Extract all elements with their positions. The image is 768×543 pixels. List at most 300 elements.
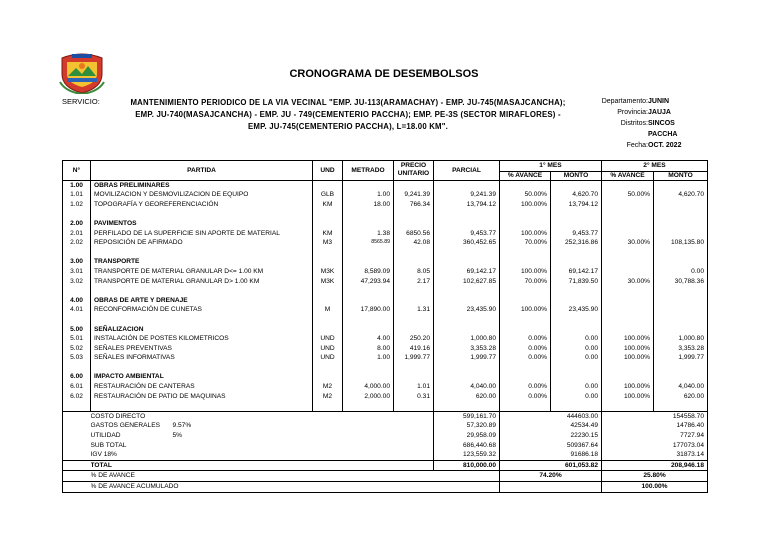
group-cell (394, 296, 434, 306)
table-cell (602, 305, 654, 315)
table-row (63, 305, 708, 315)
table-cell: 4,000.00 (343, 382, 394, 392)
table-row (63, 190, 708, 200)
table-cell: 1.01 (63, 190, 91, 200)
summary-label-cell (91, 431, 394, 441)
table-cell: 1,999.77 (434, 353, 500, 363)
empty-cell (313, 401, 343, 411)
table-cell: 30.00% (602, 277, 654, 287)
group-cell: OBRAS PRELIMINARES (91, 180, 313, 190)
empty-cell (500, 460, 551, 471)
group-cell (500, 296, 551, 306)
group-cell (394, 372, 434, 382)
table-cell: 0.00% (500, 334, 551, 344)
empty-cell (551, 286, 602, 296)
table-cell: 0.00% (500, 392, 551, 402)
table-cell: 620.00 (434, 392, 500, 402)
empty-cell (63, 286, 91, 296)
empty-cell (434, 286, 500, 296)
summary-row (63, 441, 708, 451)
summary-label: GASTOS GENERALES (90, 422, 161, 430)
servicio-line: MANTENIMIENTO PERIODICO DE LA VIA VECINAL "EMP. JU-113(ARAMACHAY) - EMP. JU-745(MASAJCANCHA); (130, 98, 566, 107)
table-cell: 100.00% (602, 344, 654, 354)
table-cell: 8.00 (343, 344, 394, 354)
table-row (63, 238, 708, 248)
empty-cell (343, 209, 394, 219)
empty-cell (602, 460, 654, 471)
table-cell: 0.31 (394, 392, 434, 402)
empty-cell (343, 286, 394, 296)
table-row (63, 344, 708, 354)
table-cell: 13,794.12 (551, 200, 602, 210)
empty-cell (394, 401, 434, 411)
empty-cell (394, 411, 434, 421)
table-cell: 17,890.00 (343, 305, 394, 315)
group-cell (551, 257, 602, 267)
table-cell: 69,142.17 (551, 267, 602, 277)
summary-mes-2: 7727.94 (654, 431, 708, 441)
table-cell: 100.00% (602, 334, 654, 344)
summary-mes-1: 22230.15 (551, 431, 602, 441)
group-cell (434, 296, 500, 306)
spacer-row (63, 248, 708, 258)
empty-cell (434, 401, 500, 411)
summary-label-cell (91, 441, 394, 451)
table-cell: SEÑALES INFORMATIVAS (91, 353, 313, 363)
empty-cell (602, 286, 654, 296)
col-header-monto-1: MONTO (551, 171, 602, 180)
table-cell: 1,999.77 (654, 353, 708, 363)
summary-pct: 5% (172, 432, 183, 440)
table-cell: RESTAURACIÓN DE CANTERAS (91, 382, 313, 392)
table-cell: SEÑALES PREVENTIVAS (91, 344, 313, 354)
group-cell: OBRAS DE ARTE Y DRENAJE (91, 296, 313, 306)
empty-cell (602, 441, 654, 451)
empty-cell (500, 401, 551, 411)
total-mes-1: 601,053.82 (551, 460, 602, 471)
group-cell: PAVIMENTOS (91, 219, 313, 229)
table-cell: 100.00% (500, 267, 551, 277)
group-cell (551, 325, 602, 335)
group-cell (343, 296, 394, 306)
empty-cell (91, 286, 313, 296)
total-parcial: 810,000.00 (434, 460, 500, 471)
table-cell: 4.00 (343, 334, 394, 344)
empty-cell (654, 209, 708, 219)
table-cell (654, 229, 708, 239)
group-cell (434, 180, 500, 190)
table-cell: 30.00% (602, 238, 654, 248)
table-cell: M3K (313, 277, 343, 287)
group-cell (500, 180, 551, 190)
empty-cell (602, 363, 654, 373)
empty-cell (654, 315, 708, 325)
group-cell (343, 257, 394, 267)
table-cell: 50.00% (602, 190, 654, 200)
group-cell (343, 372, 394, 382)
group-cell (551, 296, 602, 306)
table-cell: 50.00% (500, 190, 551, 200)
empty-cell (313, 315, 343, 325)
empty-cell (500, 209, 551, 219)
empty-cell (313, 248, 343, 258)
table-cell (602, 229, 654, 239)
empty-cell (551, 209, 602, 219)
empty-cell (394, 315, 434, 325)
summary-mes-1: 509367.64 (551, 441, 602, 451)
total-mes-2: 208,946.18 (654, 460, 708, 471)
group-cell (654, 325, 708, 335)
table-cell: RECONFORMACIÓN DE CUNETAS (91, 305, 313, 315)
group-cell (434, 325, 500, 335)
spacer-row (63, 286, 708, 296)
summary-parcial: 29,958.09 (434, 431, 500, 441)
table-cell: 2.17 (394, 277, 434, 287)
group-cell (500, 219, 551, 229)
empty-cell (313, 286, 343, 296)
table-cell: 102,627.85 (434, 277, 500, 287)
spacer-row (63, 363, 708, 373)
table-cell: 47,293.94 (343, 277, 394, 287)
empty-cell (313, 363, 343, 373)
empty-cell (343, 315, 394, 325)
group-cell (602, 180, 654, 190)
table-cell: 13,794.12 (434, 200, 500, 210)
empty-cell (654, 286, 708, 296)
summary-pct: 9.57% (172, 422, 192, 430)
table-cell: KM (313, 229, 343, 239)
avance-label: % DE AVANCE (91, 471, 434, 482)
location-meta (568, 96, 768, 156)
summary-label-cell (91, 411, 394, 421)
group-cell (434, 219, 500, 229)
table-cell: 70.00% (500, 277, 551, 287)
group-cell (434, 372, 500, 382)
group-cell (313, 257, 343, 267)
document-title: CRONOGRAMA DE DESEMBOLSOS (289, 68, 479, 80)
empty-cell (63, 441, 91, 451)
spacer-row (63, 401, 708, 411)
empty-cell (91, 401, 313, 411)
empty-cell (343, 401, 394, 411)
group-cell: IMPACTO AMBIENTAL (91, 372, 313, 382)
empty-cell (602, 431, 654, 441)
table-cell: 6.01 (63, 382, 91, 392)
table-cell: 3.01 (63, 267, 91, 277)
col-header-und: UND (313, 161, 343, 181)
meta-value: JAUJA (648, 109, 671, 116)
table-cell (654, 200, 708, 210)
table-cell: 5.02 (63, 344, 91, 354)
col-header-parcial: PARCIAL (434, 161, 500, 181)
table-cell: 252,316.86 (551, 238, 602, 248)
summary-mes-2: 31873.14 (654, 450, 708, 460)
servicio-line: EMP. JU-745(CEMENTERIO PACCHA), L=18.00 KM". (247, 122, 449, 131)
empty-cell (602, 401, 654, 411)
meta-value: SINCOS (648, 120, 675, 127)
table-cell: 4,040.00 (434, 382, 500, 392)
empty-cell (343, 248, 394, 258)
table-cell: 100.00% (602, 392, 654, 402)
empty-cell (63, 431, 91, 441)
group-row (63, 257, 708, 267)
table-cell: 2.01 (63, 229, 91, 239)
total-row (63, 460, 708, 471)
meta-value: OCT. 2022 (648, 142, 682, 149)
summary-mes-1: 42534.49 (551, 421, 602, 431)
summary-parcial: 57,320.89 (434, 421, 500, 431)
group-cell (343, 219, 394, 229)
group-row (63, 180, 708, 190)
empty-cell (500, 315, 551, 325)
table-cell: TRANSPORTE DE MATERIAL GRANULAR D> 1.00 KM (91, 277, 313, 287)
group-cell (654, 219, 708, 229)
summary-row (63, 421, 708, 431)
table-row (63, 277, 708, 287)
group-row (63, 372, 708, 382)
table-cell: 23,435.90 (434, 305, 500, 315)
table-cell: UND (313, 334, 343, 344)
avance-mes-2: 25.80% (602, 471, 708, 482)
precio-line-1: PRECIO (400, 162, 427, 170)
table-cell: PERFILADO DE LA SUPERFICIE SIN APORTE DE MATERIAL (91, 229, 313, 239)
table-body (63, 180, 708, 492)
empty-cell (602, 411, 654, 421)
table-cell: 6850.56 (394, 229, 434, 239)
meta-key: Distritos: (620, 120, 648, 127)
empty-cell (551, 401, 602, 411)
empty-cell (63, 248, 91, 258)
empty-cell (434, 363, 500, 373)
table-cell: 0.00% (500, 344, 551, 354)
empty-cell (91, 248, 313, 258)
col-header-n: N° (63, 161, 91, 181)
empty-cell (500, 363, 551, 373)
summary-row (63, 411, 708, 421)
summary-mes-1: 444603.00 (551, 411, 602, 421)
avance-acumulado-label: % DE AVANCE ACUMULADO (91, 482, 434, 493)
empty-cell (500, 482, 602, 493)
table-row (63, 200, 708, 210)
group-cell (602, 296, 654, 306)
table-cell: 0.00% (500, 353, 551, 363)
summary-parcial: 123,559.32 (434, 450, 500, 460)
servicio-label: SERVICIO: (62, 97, 100, 106)
empty-cell (500, 450, 551, 460)
table-cell: INSTALACIÓN DE POSTES KILOMETRICOS (91, 334, 313, 344)
table-cell: 0.00 (551, 344, 602, 354)
table-cell: 70.00% (500, 238, 551, 248)
empty-cell (500, 286, 551, 296)
table-cell: 0.00 (551, 382, 602, 392)
col-header-monto-2: MONTO (654, 171, 708, 180)
avance-mes-1: 74.20% (500, 471, 602, 482)
table-cell: 108,135.80 (654, 238, 708, 248)
table-cell: 0.00 (551, 334, 602, 344)
table-cell: M3 (313, 238, 343, 248)
group-cell (500, 325, 551, 335)
col-header-metrado: METRADO (343, 161, 394, 181)
table-cell: 69,142.17 (434, 267, 500, 277)
group-cell (602, 257, 654, 267)
table-cell: 2,000.00 (343, 392, 394, 402)
group-cell (313, 372, 343, 382)
empty-cell (394, 209, 434, 219)
precio-line-2: UNITARIO (397, 170, 430, 178)
table-cell: 360,452.65 (434, 238, 500, 248)
empty-cell (394, 421, 434, 431)
table-cell: 0.00 (551, 353, 602, 363)
table-cell: REPOSICIÓN DE AFIRMADO (91, 238, 313, 248)
table-cell: UND (313, 353, 343, 363)
table-cell: M2 (313, 382, 343, 392)
summary-mes-2: 177073.04 (654, 441, 708, 451)
table-row (63, 382, 708, 392)
group-cell (394, 257, 434, 267)
table-cell: M3K (313, 267, 343, 277)
empty-cell (394, 363, 434, 373)
empty-cell (602, 248, 654, 258)
table-cell: 0.00 (551, 392, 602, 402)
table-cell: M (313, 305, 343, 315)
table-cell: 6.02 (63, 392, 91, 402)
avance-acumulado-mes-2: 100.00% (602, 482, 708, 493)
table-cell: TRANSPORTE DE MATERIAL GRANULAR D<= 1.00 KM (91, 267, 313, 277)
col-header-avance-2: % AVANCE (602, 171, 654, 180)
summary-mes-2: 154558.70 (654, 411, 708, 421)
empty-cell (654, 363, 708, 373)
group-cell: 3.00 (63, 257, 91, 267)
empty-cell (434, 248, 500, 258)
summary-parcial: 686,440.68 (434, 441, 500, 451)
spacer-row (63, 209, 708, 219)
group-cell (654, 257, 708, 267)
table-cell: 5.03 (63, 353, 91, 363)
table-row (63, 392, 708, 402)
empty-cell (602, 315, 654, 325)
table-cell: 250.20 (394, 334, 434, 344)
group-cell (343, 325, 394, 335)
table-cell: 3.02 (63, 277, 91, 287)
empty-cell (434, 482, 500, 493)
table-cell: 766.34 (394, 200, 434, 210)
table-cell: 4,040.00 (654, 382, 708, 392)
group-cell: 1.00 (63, 180, 91, 190)
table-cell: 9,241.39 (434, 190, 500, 200)
group-cell (394, 180, 434, 190)
table-cell: 9,453.77 (434, 229, 500, 239)
servicio-description (108, 97, 588, 133)
empty-cell (394, 431, 434, 441)
empty-cell (63, 460, 91, 471)
summary-row (63, 431, 708, 441)
table-cell: 1.02 (63, 200, 91, 210)
table-cell: 4,620.70 (551, 190, 602, 200)
table-cell: 23,435.90 (551, 305, 602, 315)
table-cell: 8.05 (394, 267, 434, 277)
table-row (63, 353, 708, 363)
table-cell: RESTAURACIÓN DE PATIO DE MAQUINAS (91, 392, 313, 402)
total-label: TOTAL (91, 460, 394, 471)
table-cell: 100.00% (500, 229, 551, 239)
table-cell: 1.00 (343, 353, 394, 363)
group-cell (654, 296, 708, 306)
spacer-row (63, 315, 708, 325)
col-header-mes-1: 1° MES (500, 161, 602, 172)
col-header-avance-1: % AVANCE (500, 171, 551, 180)
summary-label: IGV 18% (90, 451, 117, 459)
table-cell: MOVILIZACION Y DESMOVILIZACION DE EQUIPO (91, 190, 313, 200)
empty-cell (602, 209, 654, 219)
table-cell: 3,353.28 (434, 344, 500, 354)
empty-cell (63, 411, 91, 421)
col-header-precio (394, 161, 434, 181)
table-cell: 1.31 (394, 305, 434, 315)
table-cell: 1,000.80 (434, 334, 500, 344)
summary-label: COSTO DIRECTO (90, 412, 146, 420)
empty-cell (654, 248, 708, 258)
table-cell: 8,589.09 (343, 267, 394, 277)
empty-cell (63, 401, 91, 411)
summary-row (63, 450, 708, 460)
table-cell (602, 267, 654, 277)
group-cell (602, 219, 654, 229)
summary-label: UTILIDAD (90, 432, 121, 440)
avance-row (63, 471, 708, 482)
empty-cell (654, 401, 708, 411)
empty-cell (500, 411, 551, 421)
table-cell: 419.16 (394, 344, 434, 354)
col-header-partida: PARTIDA (91, 161, 313, 181)
empty-cell (394, 286, 434, 296)
table-cell: 4.01 (63, 305, 91, 315)
summary-label: SUB TOTAL (90, 441, 127, 449)
table-cell: GLB (313, 190, 343, 200)
group-row (63, 325, 708, 335)
group-cell (313, 296, 343, 306)
empty-cell (91, 315, 313, 325)
table-cell: UND (313, 344, 343, 354)
empty-cell (63, 209, 91, 219)
group-cell (551, 372, 602, 382)
table-cell: 8565.89 (343, 238, 394, 248)
empty-cell (500, 421, 551, 431)
table-cell: 2.02 (63, 238, 91, 248)
group-cell (602, 372, 654, 382)
meta-key: Fecha: (626, 142, 648, 149)
summary-parcial: 599,161.70 (434, 411, 500, 421)
table-cell: KM (313, 200, 343, 210)
table-cell: 620.00 (654, 392, 708, 402)
empty-cell (63, 471, 91, 482)
empty-cell (63, 315, 91, 325)
group-cell (343, 180, 394, 190)
group-cell: TRANSPORTE (91, 257, 313, 267)
group-cell (654, 372, 708, 382)
group-cell: 6.00 (63, 372, 91, 382)
group-row (63, 296, 708, 306)
avance-acumulado-row (63, 482, 708, 493)
empty-cell (551, 363, 602, 373)
group-cell (313, 325, 343, 335)
table-cell: M2 (313, 392, 343, 402)
table-cell: 1.38 (343, 229, 394, 239)
group-cell: SEÑALIZACION (91, 325, 313, 335)
meta-key: Departamento: (601, 98, 648, 105)
table-cell: 1,000.80 (654, 334, 708, 344)
empty-cell (551, 248, 602, 258)
group-cell (500, 372, 551, 382)
